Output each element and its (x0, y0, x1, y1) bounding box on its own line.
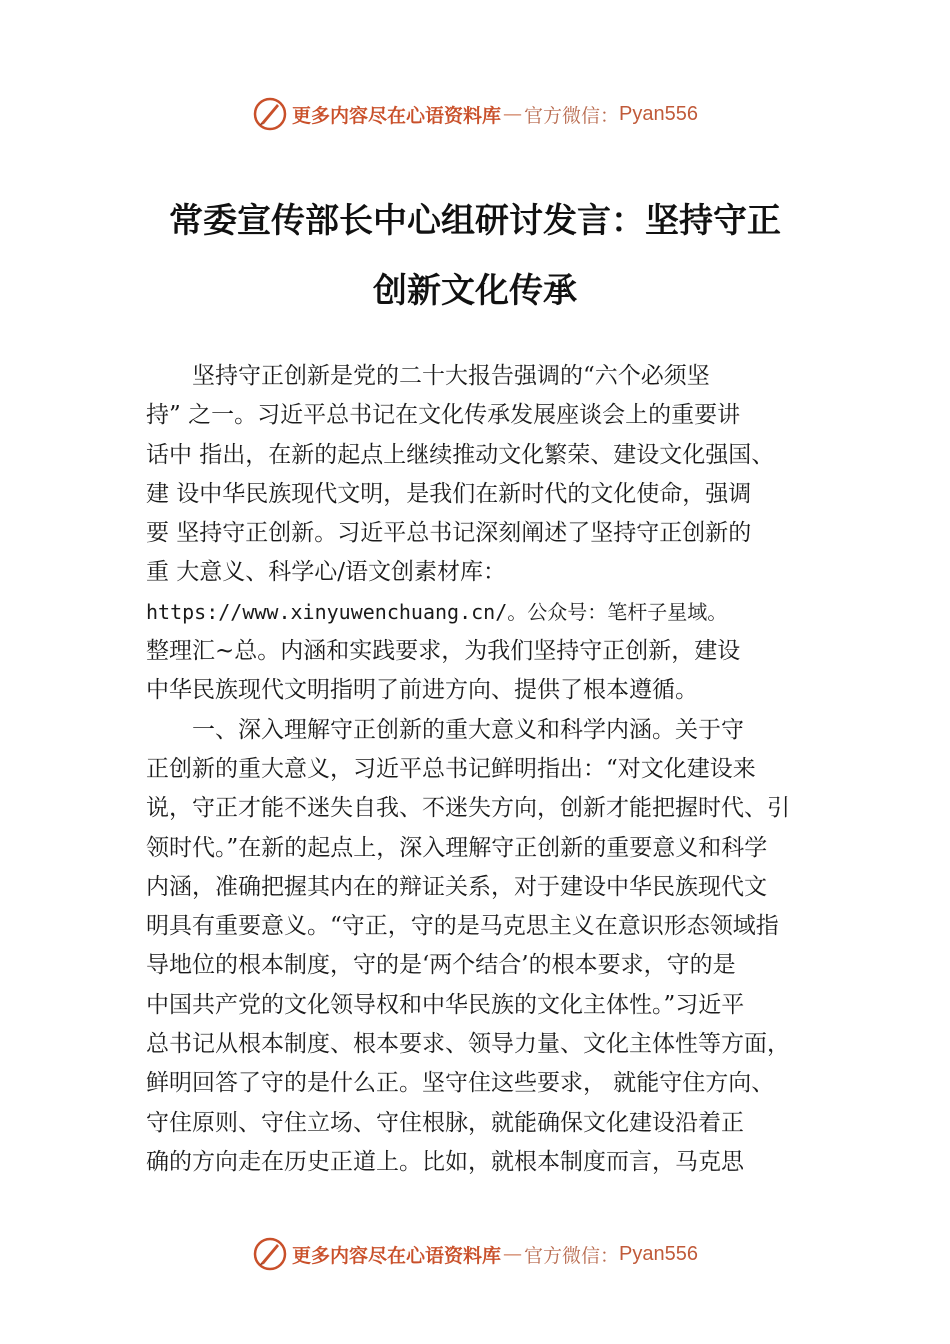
body-line: 正创新的重大意义，习近平总书记鲜明指出：“对文化建设来 (146, 755, 756, 782)
banner-wechat-label: 官方微信： (524, 1244, 620, 1267)
banner-wechat-id: Pyan556 (619, 1242, 698, 1265)
body-line: 内涵，准确把握其内在的辩证关系，对于建设中华民族现代文 (146, 873, 767, 900)
body-line: 总书记从根本制度、根本要求、领导力量、文化主体性等方面， (146, 1031, 790, 1058)
title-line: 创新文化传承 (373, 271, 577, 311)
body-line: 中华民族现代文明指明了前进方向、提供了根本遵循。 (146, 677, 698, 704)
title-line: 常委宣传部长中心组研讨发言：坚持守正 (169, 201, 781, 241)
body-line: 确的方向走在历史正道上。比如，就根本制度而言，马克思 (146, 1148, 744, 1175)
body-line-url: https://www.xinyuwenchuang.cn/。公众号：笔杆子星域。 (146, 599, 728, 624)
body-line: 鲜明回答了守的是什么正。坚守住这些要求， 就能守住方向、 (146, 1070, 775, 1097)
body-line: 坚持守正创新是党的二十大报告强调的“六个必须坚 (146, 363, 710, 389)
body-line: 整理汇~总。内涵和实践要求，为我们坚持守正创新，建设 (146, 638, 741, 665)
banner-text: 更多内容尽在心语资料库 (292, 1244, 502, 1267)
quill-pen-icon (252, 96, 288, 132)
banner-text: 更多内容尽在心语资料库 (292, 104, 502, 127)
body-line: 明具有重要意义。“守正，守的是马克思主义在意识形态领域指 (146, 913, 779, 940)
body-line: 导地位的根本制度，守的是‘两个结合’的根本要求，守的是 (146, 952, 736, 979)
banner-wechat-label: 官方微信： (524, 104, 620, 127)
document-title (120, 186, 830, 326)
banner-separator: — (503, 103, 523, 125)
body-line: 重 大意义、科学心/语文创素材库： (146, 559, 507, 586)
body-line: 要 坚持守正创新。习近平总书记深刻阐述了坚持守正创新的 (146, 520, 752, 547)
quill-pen-icon (252, 1236, 288, 1272)
footer-banner (0, 1232, 950, 1276)
banner-separator: — (503, 1243, 523, 1265)
document-body (146, 357, 846, 1182)
body-line: 话中 指出，在新的起点上继续推动文化繁荣、建设文化强国、 (146, 441, 775, 468)
body-line: 守住原则、守住立场、守住根脉，就能确保文化建设沿着正 (146, 1109, 744, 1136)
banner-wechat-id: Pyan556 (619, 102, 698, 125)
body-line: 领时代。”在新的起点上，深入理解守正创新的重要意义和科学 (146, 834, 768, 861)
body-line: 一、深入理解守正创新的重大意义和科学内涵。关于守 (146, 716, 744, 743)
body-line: 建 设中华民族现代文明，是我们在新时代的文化使命，强调 (146, 480, 752, 507)
body-line: 中国共产党的文化领导权和中华民族的文化主体性。”习近平 (146, 991, 745, 1018)
body-line: 持” 之一。习近平总书记在文化传承发展座谈会上的重要讲 (146, 402, 741, 429)
body-line: 说，守正才能不迷失自我、不迷失方向，创新才能把握时代、引 (146, 795, 790, 822)
header-banner (0, 92, 950, 136)
